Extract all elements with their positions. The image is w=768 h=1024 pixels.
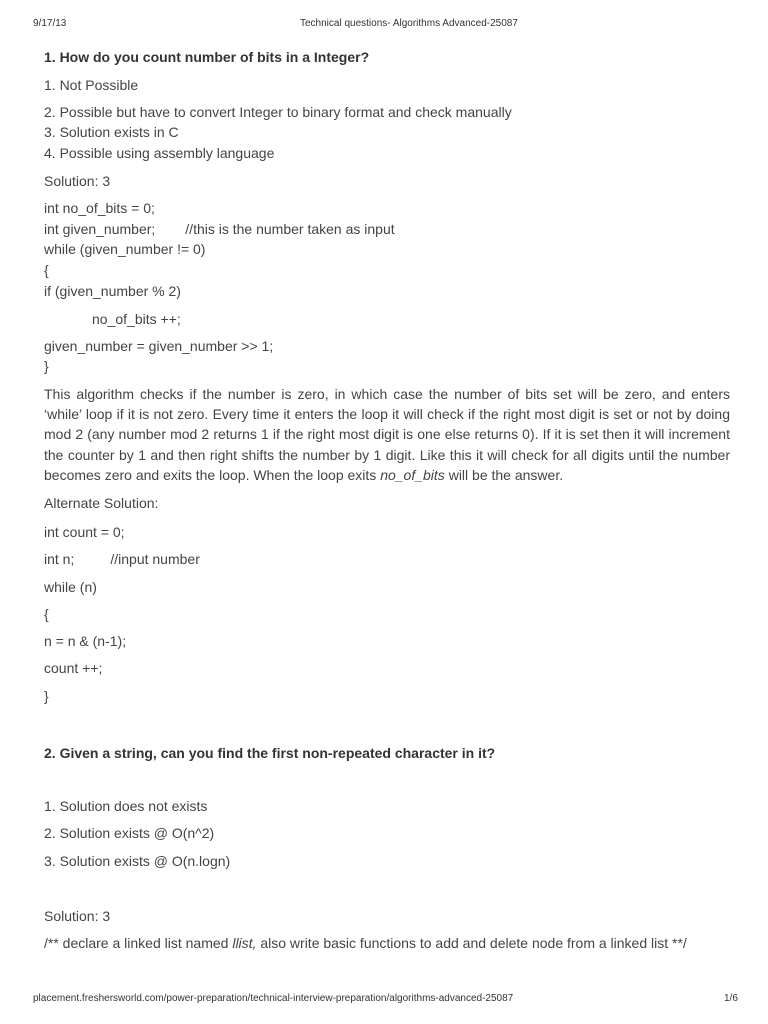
q1-explanation-text-end: will be the answer. [444, 466, 564, 483]
q1-code-comment: //this is the number taken as input [185, 221, 395, 237]
footer-page-number: 1/6 [724, 993, 738, 1004]
header-date: 9/17/13 [33, 18, 67, 29]
q2-solution: Solution: 3 [44, 908, 111, 924]
q1-alt-code-line [44, 550, 200, 568]
header-title: Technical questions- Algorithms Advanced-25087 [300, 18, 518, 29]
q2-code-comment [44, 934, 687, 952]
q1-alt-code-line: } [44, 688, 49, 704]
question-2-title: 2. Given a string, can you find the first non-repeated character in it? [44, 745, 496, 761]
q1-alt-code-line: int count = 0; [44, 524, 125, 540]
q1-code-line [44, 220, 395, 238]
q1-explanation [44, 384, 730, 485]
q2-comment-text: /** declare a linked list named [44, 935, 233, 951]
q2-comment-text-end: also write basic functions to add and delete node from a linked list **/ [256, 935, 687, 951]
q1-explanation-variable: no_of_bits [380, 466, 445, 483]
q1-alt-code-line: n = n & (n-1); [44, 633, 127, 649]
q1-code-line: no_of_bits ++; [92, 311, 181, 327]
q1-solution: Solution: 3 [44, 173, 111, 189]
q1-code-line: if (given_number % 2) [44, 283, 181, 299]
q1-code-line: int no_of_bits = 0; [44, 200, 155, 216]
q2-comment-variable: llist, [232, 935, 257, 951]
q1-code-line: } [44, 358, 49, 374]
q1-alt-code-line: count ++; [44, 660, 103, 676]
q1-alt-code-line: { [44, 606, 49, 622]
q1-option-4: 4. Possible using assembly language [44, 145, 275, 161]
question-1-title: 1. How do you count number of bits in a Integer? [44, 49, 370, 65]
footer-url: placement.freshersworld.com/power-preparation/technical-interview-preparation/algorithms-advanced-25087 [33, 993, 514, 1004]
q1-code-line: { [44, 262, 49, 278]
q1-code-line: while (given_number != 0) [44, 241, 206, 257]
q1-option-1: 1. Not Possible [44, 77, 139, 93]
q2-option-1: 1. Solution does not exists [44, 798, 208, 814]
q1-code-text: int given_number; [44, 221, 156, 237]
q2-option-3: 3. Solution exists @ O(n.logn) [44, 853, 231, 869]
q1-option-2: 2. Possible but have to convert Integer to binary format and check manually [44, 104, 512, 120]
q1-option-3: 3. Solution exists in C [44, 124, 179, 140]
q1-alt-code-text: int n; [44, 551, 75, 567]
q1-alternate-label: Alternate Solution: [44, 495, 159, 511]
q1-alt-code-line: while (n) [44, 579, 97, 595]
q1-explanation-text: This algorithm checks if the number is zero, in which case the number of bits set will be zero, and enters ‘while’ loop if it is not zero. Every time it enters the loop it will check if the right most digit is set or not by doing mod 2 (any number mod 2 returns 1 if the right most digit is one else returns 0). If it is set then it will increment the counter by 1 and then right shifts the number by 1 digit. Like this it will check for all digits until the number becomes zero and exits the loop. When the loop exits [44, 386, 730, 483]
q1-alt-code-comment: //input number [110, 551, 200, 567]
q1-code-line: given_number = given_number >> 1; [44, 338, 274, 354]
q2-option-2: 2. Solution exists @ O(n^2) [44, 825, 215, 841]
